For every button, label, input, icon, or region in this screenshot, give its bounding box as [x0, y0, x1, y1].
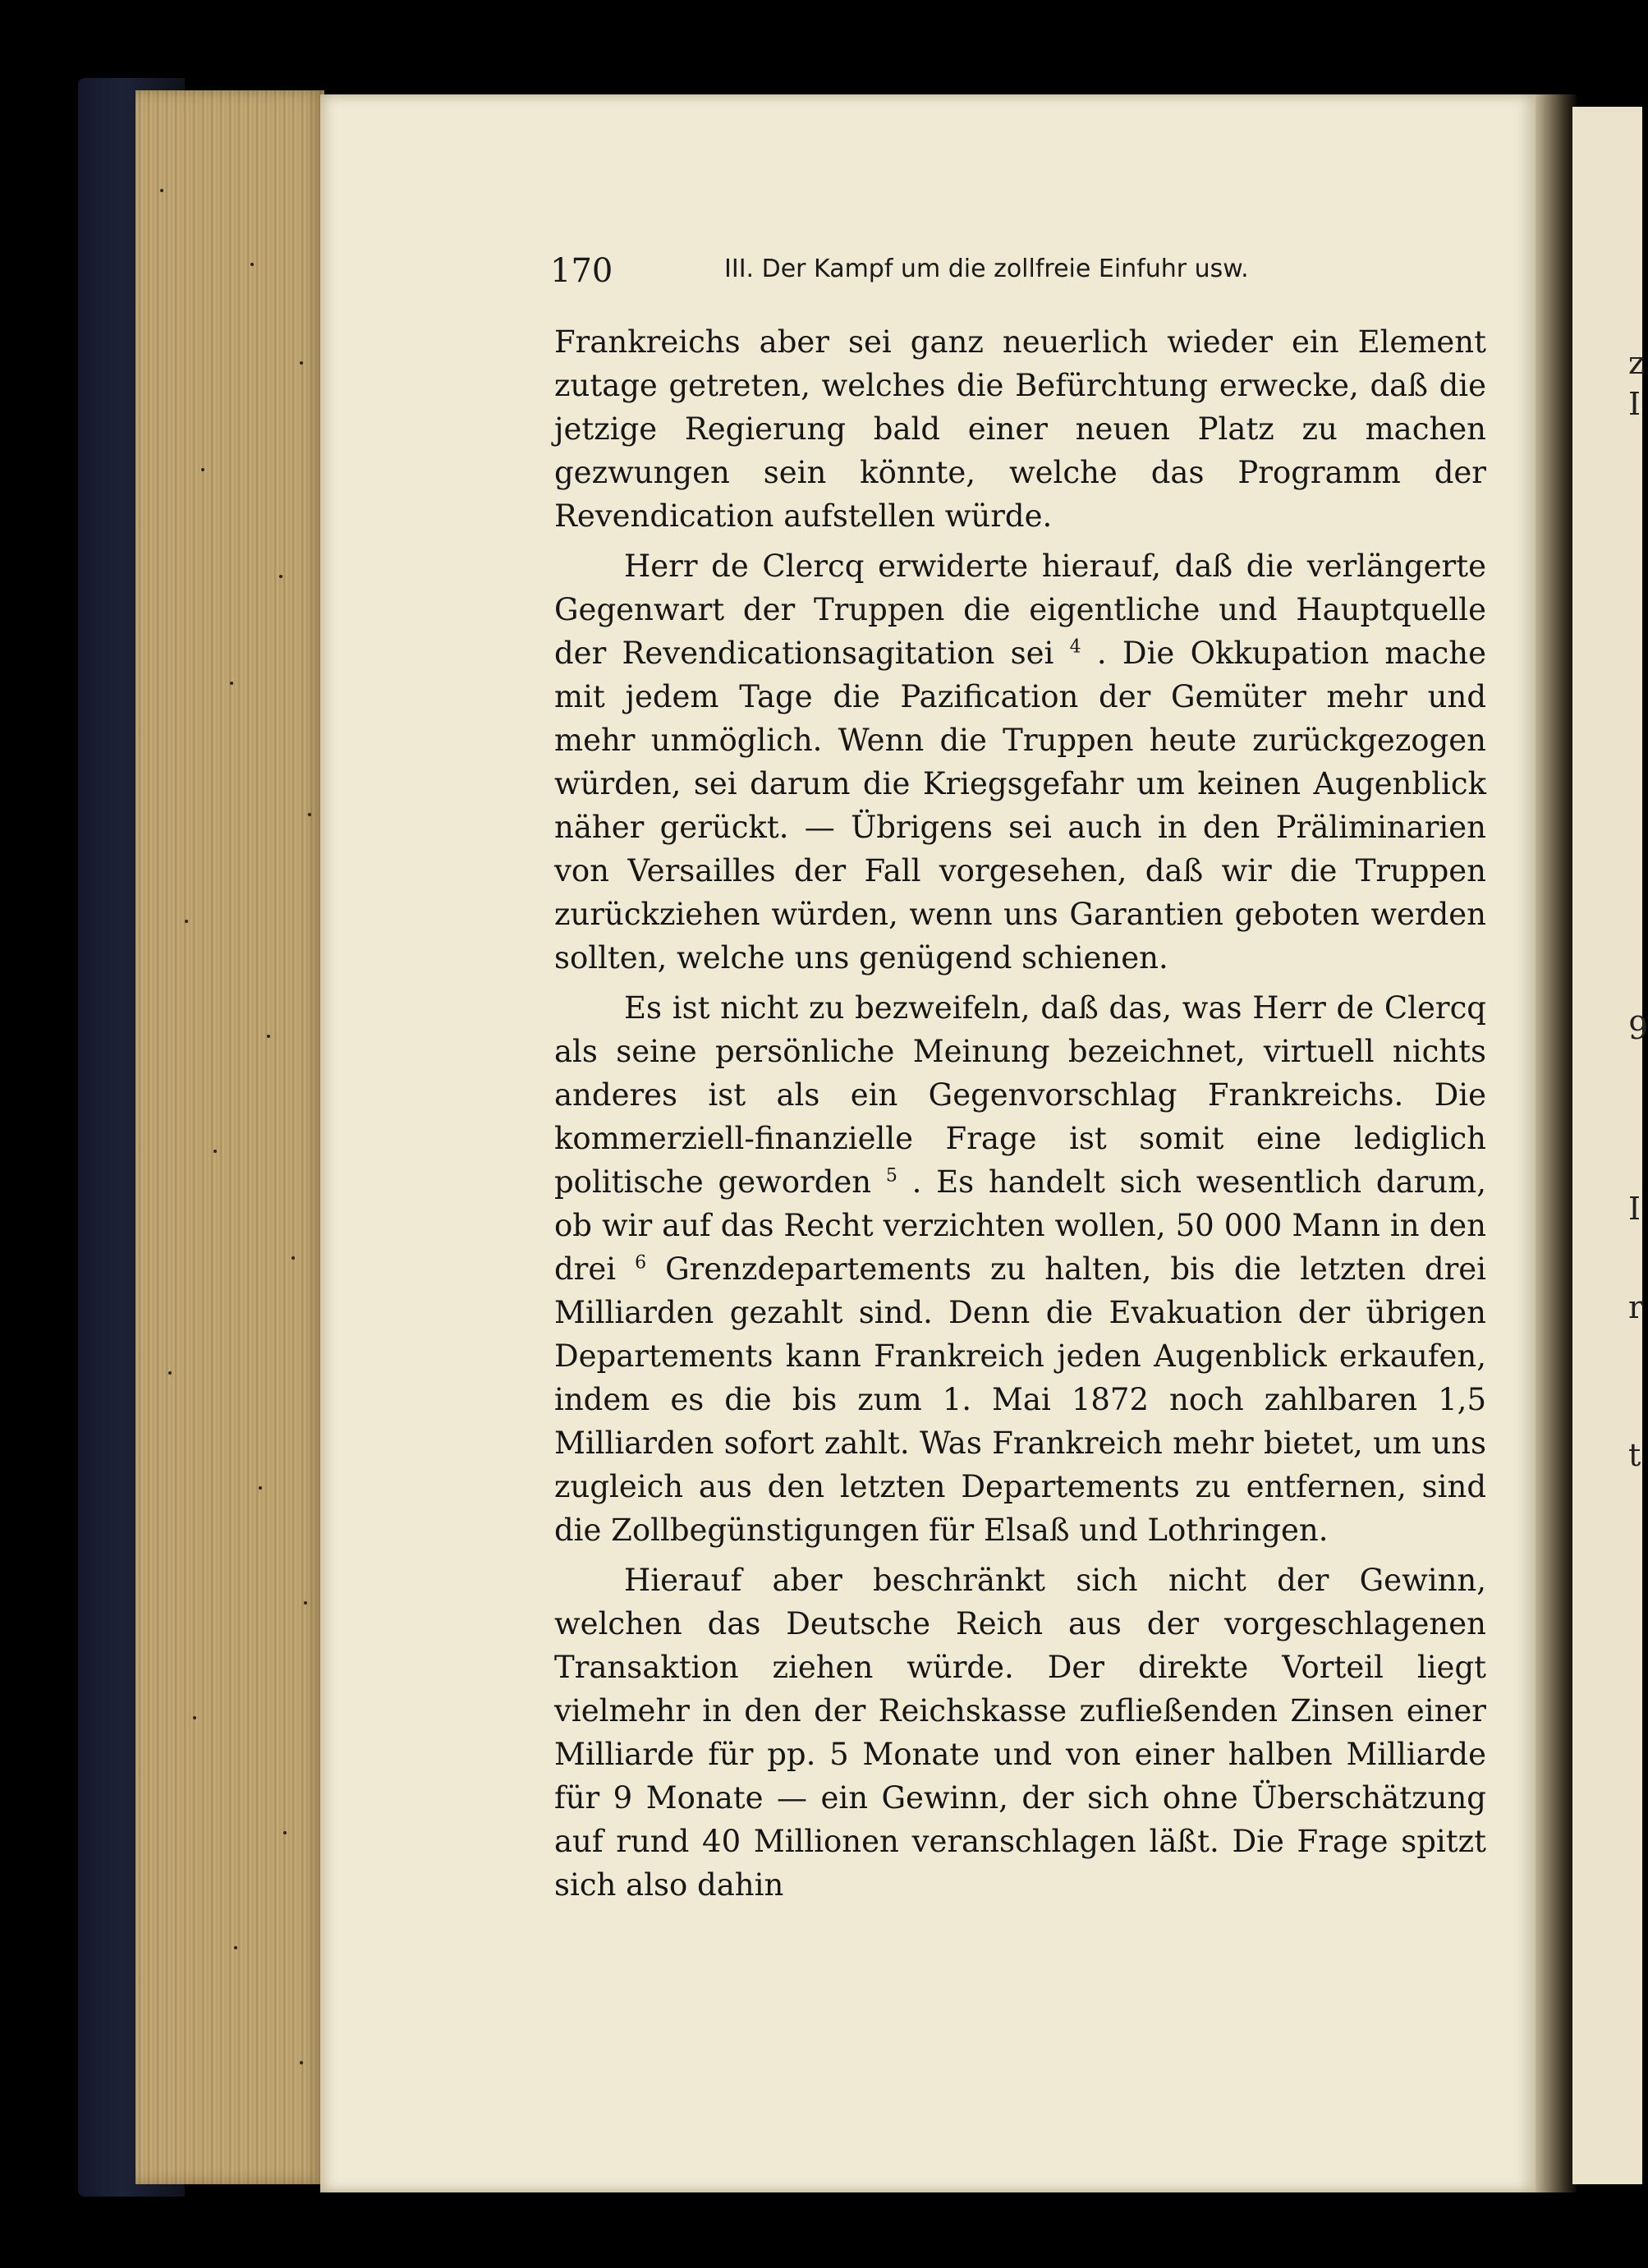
page-number: 170 [550, 252, 613, 290]
paragraph-text: . Die Okkupation mache mit jedem Tage die Pazification der Gemüter mehr und mehr unmöglich. Wenn die Truppen heute zurückgezogen würden, sei darum die Kriegsgefahr um keinen Augenblick näher gerückt. — Übrigens sei auch in den Präliminarien von Versailles der Fall vorgesehen, daß wir die Truppen zurückziehen würden, wenn uns Garantien geboten werden sollten, welche uns genügend schienen. [554, 636, 1487, 976]
footnote-ref: 5 [885, 1165, 897, 1187]
next-page-fragment: r [1628, 1289, 1644, 1325]
next-page-fragment: I [1628, 386, 1641, 422]
next-page-edge [1572, 107, 1648, 2184]
next-page-fragment: I [1628, 1191, 1641, 1227]
page-edge [135, 90, 324, 2184]
paragraph-4 [554, 1559, 1486, 1907]
paragraph-2 [554, 544, 1486, 980]
next-page-fragment: t [1628, 1437, 1641, 1473]
footnote-ref: 6 [635, 1252, 647, 1274]
paragraph-3 [554, 986, 1486, 1552]
next-page-fragment: z [1628, 345, 1646, 381]
paragraph-text: Grenzdepartements zu halten, bis die letzten drei Milliarden gezahlt sind. Denn die Evakuation der übrigen Departements kann Frankreich jeden Augenblick erkaufen, indem es die bis zum 1. Mai 1872 noch zahlbaren 1,5 Milliarden sofort zahlt. Was Frankreich mehr bietet, um uns zugleich aus den letzten Departements zu entfernen, sind die Zollbegünstigungen für Elsaß und Lothringen. [554, 1251, 1486, 1548]
body-text [554, 320, 1486, 1913]
paragraph-1 [554, 320, 1486, 538]
footnote-ref: 4 [1069, 636, 1081, 658]
book-gutter [1536, 94, 1577, 2192]
paragraph-text: Frankreichs aber sei ganz neuerlich wieder ein Element zutage getreten, welches die Befürchtung erwecke, daß die jetzige Regierung bald einer neuen Platz zu machen gezwungen sein könnte, welche das Programm der Revendication aufstellen würde. [554, 324, 1486, 534]
next-page-fragment: 9 [1628, 1010, 1648, 1046]
running-head: III. Der Kampf um die zollfreie Einfuhr usw. [724, 255, 1249, 283]
paragraph-text: Herr de Clercq erwiderte hierauf, daß die verlängerte Gegenwart der Truppen die eigentliche und Hauptquelle der Revendicationsagitation sei [554, 549, 1486, 671]
paragraph-text: . Es handelt sich wesentlich darum, ob wir auf das Recht verzichten wollen, 50 000 Mann in den drei [554, 1164, 1486, 1287]
paragraph-text: Es ist nicht zu bezweifeln, daß das, was Herr de Clercq als seine persönliche Meinung bezeichnet, virtuell nichts anderes ist als ein Gegenvorschlag Frankreichs. Die kommerziell-finanzielle Frage ist somit eine lediglich politische geworden [554, 990, 1486, 1200]
page-header [550, 250, 1322, 300]
paragraph-text: Hierauf aber beschränkt sich nicht der Gewinn, welchen das Deutsche Reich aus der vorgeschlagenen Transaktion ziehen würde. Der direkte Vorteil liegt vielmehr in den der Reichskasse zufließenden Zinsen einer Milliarde für pp. 5 Monate und von einer halben Milliarde für 9 Monate — ein Gewinn, der sich ohne Überschätzung auf rund 40 Millionen veranschlagen läßt. Die Frage spitzt sich also dahin [554, 1563, 1486, 1903]
